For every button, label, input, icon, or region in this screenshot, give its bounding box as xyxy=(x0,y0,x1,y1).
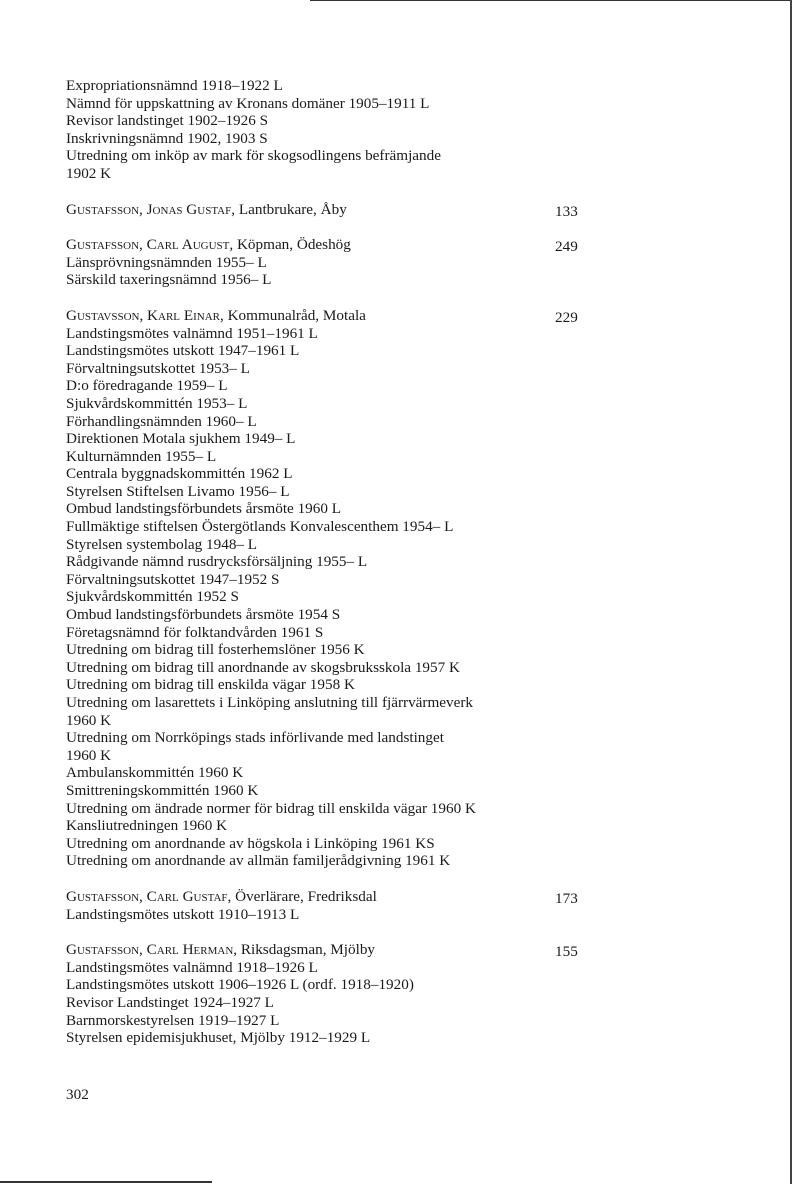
assignment-line: Landstingsmötes utskott 1906–1926 L (ordf. 1918–1920) xyxy=(66,976,414,994)
assignment-line: Förvaltningsutskottet 1953– L xyxy=(66,359,250,377)
assignment-line: Kansliutredningen 1960 K xyxy=(66,817,228,835)
assignment-line: Ombud landstingsförbundets årsmöte 1954 S xyxy=(66,606,341,624)
assignment-line: Förvaltningsutskottet 1947–1952 S xyxy=(66,570,280,588)
person-detail: Kommunalråd, Motala xyxy=(223,306,366,324)
assignment-line: Styrelsen epidemisjukhuset, Mjölby 1912–1929 L xyxy=(66,1029,371,1047)
assignment-line: Fullmäktige stiftelsen Östergötlands Konvalescenthem 1954– L xyxy=(66,518,454,536)
assignment-line: Barnmorskestyrelsen 1919–1927 L xyxy=(66,1011,280,1029)
entry-header xyxy=(66,888,586,906)
page-reference: 249 xyxy=(555,238,578,256)
top-rule xyxy=(310,0,792,1)
assignment-line: Landstingsmötes valnämnd 1918–1926 L xyxy=(66,958,318,976)
person-name: Gustavsson, Karl Einar, xyxy=(66,306,224,324)
assignment-line: Utredning om Norrköpings stads införlivande med landstinget xyxy=(66,729,444,747)
assignment-line: Kulturnämnden 1955– L xyxy=(66,447,217,465)
person-name: Gustafsson, Carl Herman, xyxy=(66,941,238,959)
page-reference: 155 xyxy=(555,943,578,961)
lead-line: Expropriationsnämnd 1918–1922 L xyxy=(66,77,283,94)
person-name: Gustafsson, Jonas Gustaf, xyxy=(66,200,236,218)
lead-line: Revisor landstinget 1902–1926 S xyxy=(66,112,269,130)
page-content xyxy=(66,77,586,1065)
lead-line: Nämnd för uppskattning av Kronans domäner 1905–1911 L xyxy=(66,94,430,112)
assignment-line: Utredning om bidrag till anordnande av skogsbruksskola 1957 K xyxy=(66,658,460,676)
lead-line: Inskrivningsnämnd 1902, 1903 S xyxy=(66,129,268,147)
assignment-line: Styrelsen systembolag 1948– L xyxy=(66,535,258,553)
person-entry xyxy=(66,888,586,923)
person-detail: Överlärare, Fredriksdal xyxy=(231,887,377,905)
page-number: 302 xyxy=(66,1086,89,1103)
bottom-rule xyxy=(0,1181,212,1183)
assignment-line: Sjukvårdskommittén 1953– L xyxy=(66,394,248,412)
assignment-line: Centrala byggnadskommittén 1962 L xyxy=(66,465,293,483)
assignment-line: Landstingsmötes utskott 1910–1913 L xyxy=(66,905,300,923)
person-entry xyxy=(66,201,586,219)
assignment-line: D:o föredragande 1959– L xyxy=(66,377,228,395)
assignment-line: Utredning om bidrag till fosterhemslöner 1956 K xyxy=(66,641,365,659)
assignment-line: Länsprövningsnämnden 1955– L xyxy=(66,253,267,271)
assignment-line: Utredning om lasarettets i Linköping anslutning till fjärrvärmeverk xyxy=(66,694,474,711)
person-name: Gustafsson, Carl August, xyxy=(66,236,234,254)
person-detail: Köpman, Ödeshög xyxy=(233,236,351,254)
assignment-line: Företagsnämnd för folktandvården 1961 S xyxy=(66,623,324,641)
entry-header xyxy=(66,236,586,254)
assignment-line: Landstingsmötes valnämnd 1951–1961 L xyxy=(66,324,318,342)
assignment-line: Rådgivande nämnd rusdrycksförsäljning 1955– L xyxy=(66,553,368,571)
person-detail: Lantbrukare, Åby xyxy=(235,200,347,218)
person-entry xyxy=(66,307,586,870)
page-reference: 173 xyxy=(555,889,578,907)
assignment-line: Ambulanskommittén 1960 K xyxy=(66,764,244,782)
person-name: Gustafsson, Carl Gustaf, xyxy=(66,887,232,905)
assignment-line: 1960 K xyxy=(66,746,112,764)
person-entry xyxy=(66,941,586,1047)
lead-block xyxy=(66,77,586,183)
assignment-line: Utredning om ändrade normer för bidrag till enskilda vägar 1960 K xyxy=(66,799,476,817)
assignment-line: Utredning om anordnande av allmän familjerådgivning 1961 K xyxy=(66,852,451,870)
assignment-line: Landstingsmötes utskott 1947–1961 L xyxy=(66,342,300,360)
assignment-line: Direktionen Motala sjukhem 1949– L xyxy=(66,430,296,448)
entry-header xyxy=(66,941,586,959)
assignment-line: 1960 K xyxy=(66,711,112,729)
assignment-line: Utredning om anordnande av högskola i Linköping 1961 KS xyxy=(66,834,435,852)
person-entry xyxy=(66,236,586,289)
lead-line: Utredning om inköp av mark för skogsodlingens befrämjande xyxy=(66,147,441,165)
assignment-line: Förhandlingsnämnden 1960– L xyxy=(66,412,257,430)
assignment-line: Styrelsen Stiftelsen Livamo 1956– L xyxy=(66,482,290,500)
entry-header xyxy=(66,307,586,325)
assignment-line: Sjukvårdskommittén 1952 S xyxy=(66,588,239,606)
entries-list xyxy=(66,201,586,1047)
assignment-line: Utredning om bidrag till enskilda vägar 1958 K xyxy=(66,676,355,694)
assignment-line: Smittreningskommittén 1960 K xyxy=(66,781,259,799)
page-reference: 229 xyxy=(555,308,578,326)
assignment-line: Särskild taxeringsnämnd 1956– L xyxy=(66,271,272,289)
lead-line: 1902 K xyxy=(66,164,112,182)
page-reference: 133 xyxy=(555,202,578,220)
entry-header xyxy=(66,201,586,219)
person-detail: Riksdagsman, Mjölby xyxy=(237,941,376,959)
assignment-line: Revisor Landstinget 1924–1927 L xyxy=(66,993,274,1011)
assignment-line: Ombud landstingsförbundets årsmöte 1960 L xyxy=(66,500,342,518)
